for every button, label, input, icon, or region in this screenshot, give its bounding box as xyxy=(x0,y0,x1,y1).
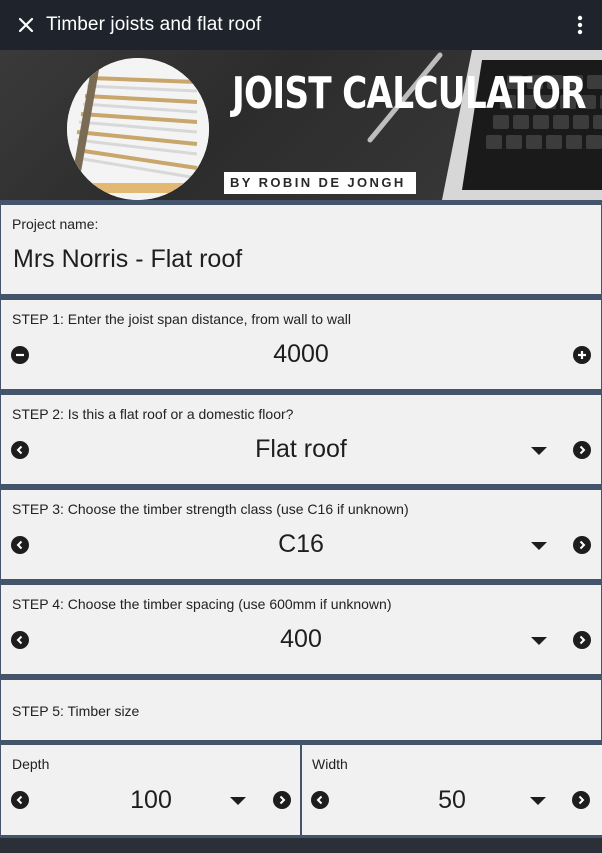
app-brand-title: JOIST CALCULATOR xyxy=(232,68,586,119)
depth-label: Depth xyxy=(12,756,50,772)
depth-select[interactable]: 100 xyxy=(130,786,172,814)
dropdown-caret-icon[interactable] xyxy=(531,637,547,645)
width-select[interactable]: 50 xyxy=(438,786,466,814)
step1-label: STEP 1: Enter the joist span distance, from wall to wall xyxy=(12,311,352,327)
dropdown-caret-icon[interactable] xyxy=(230,797,246,805)
more-vert-icon[interactable] xyxy=(572,13,588,37)
timber-spacing-select[interactable]: 400 xyxy=(280,625,322,653)
width-label: Width xyxy=(312,756,348,772)
step5-card xyxy=(1,680,601,740)
step3-card xyxy=(1,490,601,579)
chevron-left-icon[interactable] xyxy=(11,441,29,459)
chevron-left-icon[interactable] xyxy=(11,631,29,649)
span-distance-input[interactable]: 4000 xyxy=(273,340,329,368)
joist-illustration xyxy=(67,58,209,200)
strength-class-select[interactable]: C16 xyxy=(278,530,324,558)
chevron-right-icon[interactable] xyxy=(573,441,591,459)
app-byline: BY ROBIN DE JONGH xyxy=(224,172,416,194)
chevron-right-icon[interactable] xyxy=(573,536,591,554)
header-banner xyxy=(0,50,602,200)
depth-card xyxy=(1,745,300,835)
step3-label: STEP 3: Choose the timber strength class (use C16 if unknown) xyxy=(12,501,409,517)
step4-card xyxy=(1,585,601,674)
chevron-left-icon[interactable] xyxy=(11,791,29,809)
chevron-left-icon[interactable] xyxy=(11,536,29,554)
project-name-label: Project name: xyxy=(12,216,99,232)
plus-icon[interactable] xyxy=(573,346,591,364)
app-title: Timber joists and flat roof xyxy=(46,14,262,35)
project-name-input[interactable]: Mrs Norris - Flat roof xyxy=(13,245,243,273)
close-icon[interactable] xyxy=(14,13,38,37)
step1-card xyxy=(1,300,601,389)
step5-label: STEP 5: Timber size xyxy=(12,703,140,719)
dropdown-caret-icon[interactable] xyxy=(531,542,547,550)
app-bar xyxy=(0,0,602,50)
chevron-right-icon[interactable] xyxy=(273,791,291,809)
bottom-bar xyxy=(0,838,602,853)
step2-card xyxy=(1,395,601,484)
chevron-left-icon[interactable] xyxy=(311,791,329,809)
step2-label: STEP 2: Is this a flat roof or a domestic floor? xyxy=(12,406,294,422)
step4-label: STEP 4: Choose the timber spacing (use 600mm if unknown) xyxy=(12,596,392,612)
width-card xyxy=(302,745,602,835)
dropdown-caret-icon[interactable] xyxy=(530,797,546,805)
project-name-card xyxy=(1,205,601,294)
dropdown-caret-icon[interactable] xyxy=(531,447,547,455)
chevron-right-icon[interactable] xyxy=(573,631,591,649)
roof-type-select[interactable]: Flat roof xyxy=(255,435,347,463)
chevron-right-icon[interactable] xyxy=(572,791,590,809)
minus-icon[interactable] xyxy=(11,346,29,364)
